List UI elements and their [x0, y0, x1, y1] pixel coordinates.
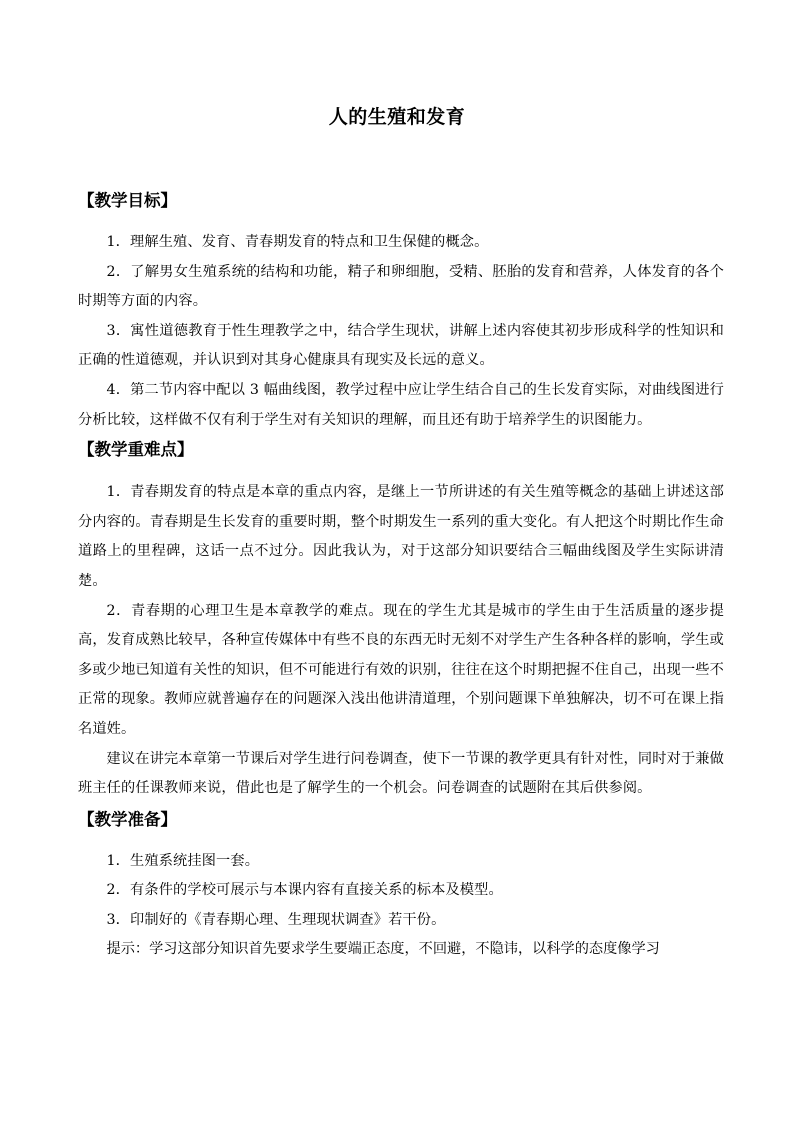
- preparation-tip-paragraph: 提示：学习这部分知识首先要求学生要端正态度，不回避，不隐讳，以科学的态度像学习: [106, 941, 660, 958]
- document-title: 人的生殖和发育: [328, 106, 466, 128]
- preparation-paragraph-2: 2．有条件的学校可展示与本课内容有直接关系的标本及模型。: [106, 882, 503, 899]
- preparation-paragraph-3: 3．印制好的《青春期心理、生理现状调查》若干份。: [106, 911, 446, 928]
- difficulty-paragraph-3: 建议在讲完本章第一节课后对学生进行问卷调查，使下一节课的教学更具有针对性，同时对于兼做班主任的任课教师来说，借此也是了解学生的一个机会。问卷调查的试题附在其后供参阅。: [78, 750, 724, 797]
- section-heading-teaching-goals: 【教学目标】: [78, 191, 177, 210]
- section-heading-teaching-preparation: 【教学准备】: [78, 809, 177, 829]
- goal-paragraph-2: 2．了解男女生殖系统的结构和功能，精子和卵细胞，受精、胚胎的发育和营养，人体发育的各个时期等方面的内容。: [78, 263, 724, 310]
- section-teaching-goals: [78, 186, 724, 435]
- section-teaching-preparation: [78, 805, 724, 965]
- goal-paragraph-1: 1．理解生殖、发育、青春期发育的特点和卫生保健的概念。: [106, 234, 489, 250]
- section-heading-key-difficulties: 【教学重难点】: [78, 440, 194, 460]
- goal-paragraph-4: 4．第二节内容中配以 3 幅曲线图，教学过程中应让学生结合自己的生长发育实际，对曲线图进行分析比较，这样做不仅有利于学生对有关知识的理解，而且还有助于培养学生的识图能力。: [78, 381, 724, 428]
- section-key-difficulties: [78, 435, 724, 804]
- difficulty-paragraph-1: 1．青春期发育的特点是本章的重点内容，是继上一节所讲述的有关生殖等概念的基础上讲述这部分内容的。青春期是生长发育的重要时期，整个时期发生一系列的重大变化。有人把这个时期比作生命道路上的里程碑，这话一点不过分。因此我认为，对于这部分知识要结合三幅曲线图及学生实际讲清楚。: [78, 484, 724, 589]
- difficulty-paragraph-2: 2．青春期的心理卫生是本章教学的难点。现在的学生尤其是城市的学生由于生活质量的逐步提高，发育成熟比较早，各种宣传媒体中有些不良的东西无时无刻不对学生产生各种各样的影响，学生或多或少地已知道有关性的知识，但不可能进行有效的识别，往往在这个时期把握不住自己，出现一些不正常的现象。教师应就普遍存在的问题深入浅出他讲清道理，个别问题课下单独解决，切不可在课上指名道姓。: [78, 602, 724, 737]
- document-body: [78, 186, 724, 965]
- goal-paragraph-3: 3．寓性道德教育于性生理教学之中，结合学生现状，讲解上述内容使其初步形成科学的性知识和正确的性道德观，并认识到对其身心健康具有现实及长远的意义。: [78, 322, 724, 369]
- preparation-paragraph-1: 1．生殖系统挂图一套。: [106, 852, 260, 869]
